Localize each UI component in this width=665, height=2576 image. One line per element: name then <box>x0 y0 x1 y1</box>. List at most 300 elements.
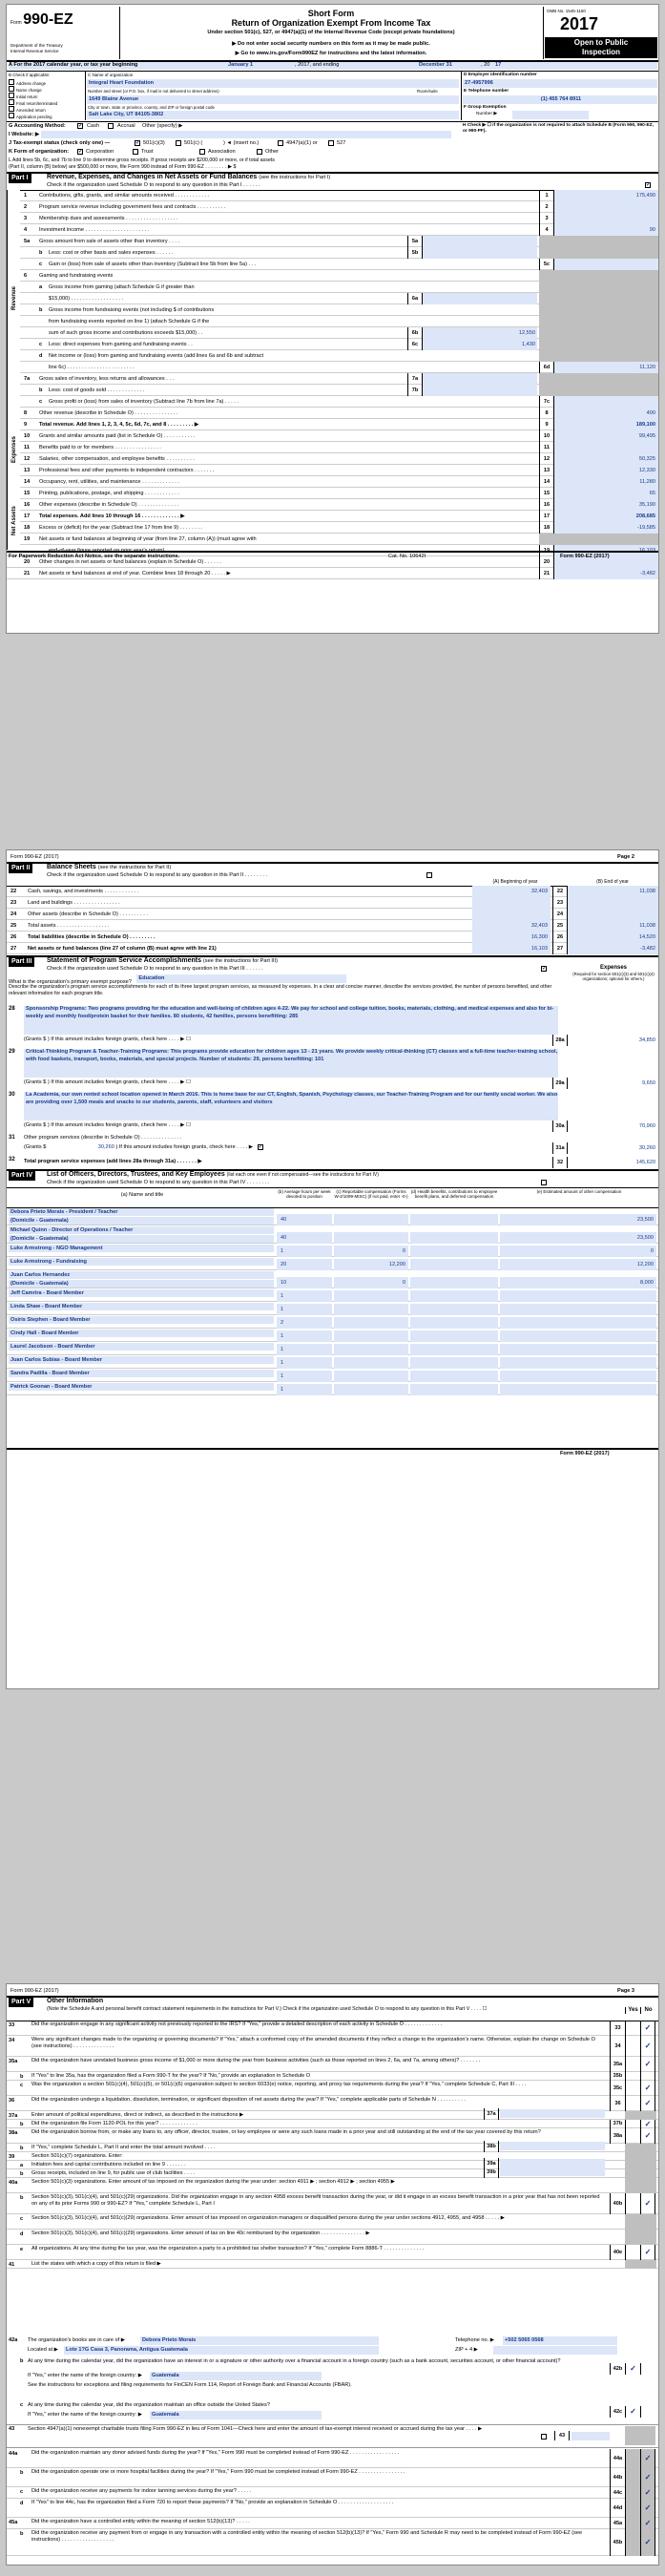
line-amount[interactable]: 11,120 <box>554 362 658 373</box>
line-number: b <box>39 250 43 256</box>
question-number: c <box>20 2216 24 2222</box>
officer-other-comp[interactable] <box>500 1317 656 1329</box>
officer-hours[interactable]: 1 <box>277 1371 332 1382</box>
officer-benefits[interactable] <box>410 1214 498 1225</box>
b-item[interactable]: Application pending <box>9 113 85 119</box>
question-text: All organizations. At any time during the tax year, was the organization a party to a prohibited tax shelter transaction? If "Yes," complete Form 8886-T . . . . . . . . . . . . . . <box>31 2246 425 2251</box>
officer-compensation[interactable] <box>334 1330 408 1342</box>
officer-benefits[interactable] <box>410 1357 498 1369</box>
program-28-amount[interactable]: 34,850 <box>638 1037 655 1043</box>
shaded-cell <box>625 2260 656 2269</box>
line-box: 5c <box>539 259 554 270</box>
street-address[interactable]: 1649 Blaine Avenue <box>87 95 459 104</box>
yes-answer[interactable] <box>625 2128 640 2144</box>
part5-question <box>7 2487 659 2499</box>
beginning-year-amount[interactable]: 32,403 <box>472 920 551 932</box>
no-answer[interactable]: ✓ <box>640 2193 655 2214</box>
officer-benefits[interactable] <box>410 1344 498 1355</box>
officer-other-comp[interactable] <box>500 1357 656 1369</box>
officer-row <box>7 1257 659 1270</box>
website-input[interactable] <box>41 131 451 138</box>
officer-compensation[interactable] <box>334 1357 408 1369</box>
q43-amount[interactable] <box>571 2432 610 2440</box>
no-answer[interactable]: ✓ <box>640 2081 655 2096</box>
no-answer[interactable]: ✓ <box>640 2096 655 2111</box>
line-amount[interactable]: 35,190 <box>554 499 658 511</box>
line-amount[interactable]: 12,330 <box>554 465 658 476</box>
shaded-cell <box>625 2161 656 2169</box>
officer-row <box>7 1355 659 1369</box>
no-answer[interactable]: ✓ <box>640 2036 655 2057</box>
other-org-checkbox[interactable] <box>257 149 262 155</box>
yes-answer[interactable] <box>625 2036 640 2057</box>
line-box: 21 <box>539 568 554 579</box>
inner-line-amount[interactable] <box>500 2109 605 2118</box>
question-number: a <box>20 2163 24 2168</box>
inner-line-amount[interactable] <box>423 373 537 385</box>
officer-other-comp[interactable] <box>500 1330 656 1342</box>
beginning-year-amount[interactable] <box>472 897 551 909</box>
program-29-desc[interactable]: Critical-Thinking Program & Teacher-Training Programs: This programs provide education for children ages 13 - 21 years. We provide weekly critical-thinking (CT) classes and a full-time teacher-training school, with food baskets, transport, books, materials, and special projects. Number of students: 29, persons benefitting: 101 <box>24 1049 558 1078</box>
inner-line-amount[interactable] <box>423 247 537 259</box>
officer-benefits[interactable] <box>410 1371 498 1382</box>
527-checkbox[interactable] <box>328 140 334 146</box>
part3-schedule-o-checkbox[interactable]: ✓ <box>542 966 548 972</box>
line-amount[interactable]: 11,280 <box>554 476 658 488</box>
question-text: Section 501(c)(7) organizations. Enter: <box>31 2153 123 2159</box>
dept-label: Department of the Treasury <box>10 43 63 48</box>
officer-other-comp[interactable] <box>500 1344 656 1355</box>
inner-line-box: 39b <box>484 2167 499 2178</box>
end-year-amount[interactable]: 11,038 <box>568 920 658 932</box>
books-in-care-of[interactable]: Debora Prieto Morais <box>140 2336 379 2345</box>
line-amount[interactable]: -19,585 <box>554 522 658 534</box>
no-answer[interactable]: ✓ <box>640 2499 655 2518</box>
yes-answer[interactable] <box>625 2120 640 2128</box>
line-number: d <box>39 353 43 359</box>
part1-rows <box>7 190 659 591</box>
part5-question <box>7 2144 659 2152</box>
line-number: 9 <box>24 422 28 428</box>
revenue-side-label: Revenue <box>7 190 20 406</box>
officer-other-comp[interactable] <box>500 1304 656 1315</box>
inner-line-amount[interactable]: 12,550 <box>423 327 537 339</box>
no-answer[interactable]: ✓ <box>640 2120 655 2128</box>
officer-compensation[interactable] <box>334 1290 408 1302</box>
question-number: c <box>20 2489 24 2495</box>
officer-name[interactable]: Sandra Padilla - Board Member <box>9 1370 274 1377</box>
books-telephone[interactable]: +502 5065 0568 <box>503 2336 617 2345</box>
yes-answer[interactable] <box>625 2245 640 2260</box>
yes-answer[interactable] <box>625 2193 640 2214</box>
inner-line-amount[interactable]: 1,430 <box>423 339 537 350</box>
no-answer[interactable]: ✓ <box>640 2518 655 2529</box>
officer-name[interactable]: Juan Carlos Hernandez <box>9 1271 274 1279</box>
officer-benefits[interactable] <box>410 1330 498 1342</box>
officer-name[interactable]: Jeff Camrira - Board Member <box>9 1289 274 1297</box>
b-item[interactable]: Address change <box>9 79 85 86</box>
officer-name[interactable]: Michael Quinn - Director of Operations / Teacher <box>9 1226 274 1234</box>
line-amount[interactable]: 208,685 <box>554 511 658 522</box>
line-amount[interactable]: -3,482 <box>554 568 658 579</box>
inner-line-amount[interactable] <box>423 236 537 247</box>
officer-row <box>7 1288 659 1302</box>
question-text: Did the organization have unrelated business gross income of $1,000 or more during the year from business activities (such as those reported on lines 2, 6a, and 7a, among others)? . . . . . . . <box>31 2058 481 2063</box>
program-29: 29 Critical-Thinking Program & Teacher-Training Programs: This programs provide education for children ages 13 - 21 years. We provide weekly critical-thinking (CT) classes and a full-time teacher-training school, with food baskets, transport, books, materials, and special projects. Number of students: 29, persons benefitting: 101 (Grants $ ) If this amount includes foreign grants, check here . . . . ▶ ☐ 29a 9,650 <box>9 1049 658 1091</box>
officer-other-comp[interactable]: 0 <box>500 1246 656 1257</box>
line-number: 23 <box>10 900 17 906</box>
officer-name[interactable]: Linda Shaw - Board Member <box>9 1303 274 1310</box>
officer-compensation[interactable] <box>334 1232 408 1244</box>
line-number: 17 <box>24 513 31 519</box>
line-box: 4 <box>539 224 554 236</box>
officer-name[interactable]: Cindy Hall - Board Member <box>9 1330 274 1337</box>
q42b-yes[interactable]: ✓ <box>625 2363 640 2375</box>
tax-exempt-label: J Tax-exempt status (check only one) — <box>9 140 111 146</box>
yes-answer[interactable] <box>625 2499 640 2518</box>
org-name[interactable]: Integral Heart Foundation <box>87 79 459 88</box>
officer-hours[interactable]: 2 <box>277 1317 332 1329</box>
line-a <box>9 62 657 70</box>
officer-compensation[interactable]: 12,200 <box>334 1259 408 1270</box>
part5-question <box>7 2081 659 2096</box>
ein-value[interactable]: 27-4957996 <box>463 79 657 88</box>
line-amount[interactable]: 400 <box>554 408 658 419</box>
question-number: 34 <box>9 2038 15 2043</box>
beginning-year-amount[interactable]: 32,403 <box>472 886 551 897</box>
page-1 <box>6 4 659 634</box>
no-answer[interactable]: ✓ <box>640 2021 655 2036</box>
part1-title: Revenue, Expenses, and Changes in Net Assets or Fund Balances (see the instructions for Part I) <box>47 174 331 180</box>
no-answer[interactable]: ✓ <box>640 2449 655 2468</box>
yes-answer[interactable] <box>625 2529 640 2556</box>
end-year-amount[interactable] <box>568 909 658 920</box>
officer-hours[interactable]: 10 <box>277 1277 332 1288</box>
part5-question <box>7 2072 659 2081</box>
inner-line-box: 39a <box>484 2158 499 2169</box>
part5-question <box>7 2245 659 2260</box>
books-located-at[interactable]: Lote 1?G Casa 3, Panorama, Antigua Guatemala <box>64 2346 379 2355</box>
officer-hours[interactable]: 1 <box>277 1330 332 1342</box>
ein-label: D Employer identification number <box>464 73 537 77</box>
beginning-year-amount[interactable]: 16,103 <box>472 943 551 954</box>
line-number: 13 <box>24 468 31 473</box>
yes-answer[interactable] <box>625 2081 640 2096</box>
officer-compensation[interactable] <box>334 1344 408 1355</box>
program-29-amount[interactable]: 9,650 <box>642 1080 655 1086</box>
b-item[interactable]: Name change <box>9 86 85 93</box>
line-description: sum of such gross income and contributions exceeds $15,000) . . <box>49 330 203 336</box>
officer-name[interactable]: Luke Armstrong - NGO Management <box>9 1245 274 1252</box>
part3-label: Part III <box>9 957 34 967</box>
officer-benefits[interactable] <box>410 1246 498 1257</box>
b-item[interactable]: Final return/terminated <box>9 99 85 106</box>
yes-answer[interactable] <box>625 2487 640 2499</box>
officer-domicile[interactable]: (Domicile - Guatemala) <box>9 1235 274 1243</box>
part1-line-row <box>7 522 659 534</box>
b-item[interactable]: Initial return <box>9 93 85 99</box>
yes-answer[interactable] <box>625 2021 640 2036</box>
officer-compensation[interactable] <box>334 1214 408 1225</box>
answer-line-box: 35c <box>610 2081 625 2096</box>
accrual-checkbox[interactable] <box>108 123 114 129</box>
officer-name[interactable]: Luke Armstrong - Fundraising <box>9 1258 274 1266</box>
end-year-amount[interactable]: 14,520 <box>568 932 658 943</box>
association-label: Association <box>208 149 236 155</box>
tax-year-end[interactable]: December 31 <box>419 62 452 68</box>
no-answer[interactable]: ✓ <box>640 2487 655 2499</box>
part5-question <box>7 2518 659 2529</box>
inner-line-box: 6a <box>407 293 423 304</box>
officer-benefits[interactable] <box>410 1317 498 1329</box>
yes-answer[interactable] <box>625 2072 640 2081</box>
part4-schedule-o-checkbox[interactable] <box>541 1180 547 1185</box>
part1-line-row <box>7 236 659 247</box>
officer-name[interactable]: Juan Carlos Subias - Board Member <box>9 1356 274 1364</box>
line-box: 8 <box>539 408 554 419</box>
officer-benefits[interactable] <box>410 1259 498 1270</box>
q42c-country[interactable]: Guatemala <box>150 2411 322 2419</box>
question-number: d <box>20 2231 24 2237</box>
line-amount[interactable]: 16,103 <box>554 545 658 556</box>
association-checkbox[interactable] <box>199 149 205 155</box>
no-answer[interactable] <box>640 2072 655 2081</box>
yes-answer[interactable] <box>625 2449 640 2468</box>
inner-line-amount[interactable] <box>423 293 537 304</box>
b-checkbox-list <box>9 79 85 119</box>
officer-hours[interactable]: 1 <box>277 1304 332 1315</box>
corporation-checkbox[interactable]: ✓ <box>78 149 84 155</box>
officer-other-comp[interactable] <box>500 1384 656 1395</box>
501c-checkbox[interactable] <box>176 140 181 146</box>
shaded-cell <box>539 385 658 396</box>
line-box: 17 <box>539 511 554 522</box>
4947-checkbox[interactable] <box>278 140 283 146</box>
officer-name[interactable]: Patrick Goonan - Board Member <box>9 1383 274 1391</box>
q42b-country[interactable]: Guatemala <box>150 2372 322 2380</box>
officer-other-comp[interactable]: 12,200 <box>500 1259 656 1270</box>
line-box: 2 <box>539 201 554 213</box>
group-number-input[interactable] <box>512 111 589 119</box>
officer-benefits[interactable] <box>410 1232 498 1244</box>
officer-hours[interactable]: 40 <box>277 1232 332 1244</box>
question-number: b <box>20 2531 24 2537</box>
city-state-zip[interactable]: Salt Lake City, UT 84105-3802 <box>87 111 459 119</box>
no-answer[interactable]: ✓ <box>640 2057 655 2072</box>
officer-row <box>7 1207 659 1225</box>
part1-line-row <box>7 396 659 408</box>
cat-number: Cat. No. 10642I <box>388 554 426 559</box>
officer-benefits[interactable] <box>410 1277 498 1288</box>
col-b-header: (B) End of year <box>596 879 629 885</box>
line-description: Benefits paid to or for members . . . . . . . . . . . . . . . . <box>39 445 161 450</box>
officer-other-comp[interactable]: 23,500 <box>500 1214 656 1225</box>
program-31-foreign-checkbox[interactable]: ✓ <box>258 1144 263 1150</box>
trust-checkbox[interactable] <box>133 149 138 155</box>
program-30-amount[interactable]: 70,960 <box>638 1123 655 1129</box>
line-amount[interactable]: 65 <box>554 488 658 499</box>
no-answer[interactable]: ✓ <box>640 2529 655 2556</box>
officer-hours[interactable]: 20 <box>277 1259 332 1270</box>
shaded-cell <box>539 316 658 327</box>
line-amount[interactable]: 50,325 <box>554 453 658 465</box>
527-label: 527 <box>337 140 346 146</box>
officer-row <box>7 1329 659 1342</box>
b-item[interactable]: Amended return <box>9 106 85 113</box>
question-text: Did the organization undergo a liquidation, dissolution, termination, or significant disposition of net assets during the year? If "Yes," complete applicable parts of Schedule N . . . . . . . . . . <box>31 2097 466 2103</box>
line-amount[interactable] <box>554 259 658 270</box>
officer-hours[interactable]: 40 <box>277 1214 332 1225</box>
line-number: b <box>39 387 43 393</box>
line-box: 15 <box>539 488 554 499</box>
no-answer[interactable]: ✓ <box>640 2128 655 2144</box>
officer-hours[interactable]: 1 <box>277 1384 332 1395</box>
line-amount[interactable]: 90 <box>554 224 658 236</box>
q43-checkbox[interactable] <box>541 2434 547 2440</box>
line-box: 6d <box>539 362 554 373</box>
program-31-grants-value[interactable]: 30,260 <box>97 1144 114 1150</box>
city-label: City or town, state or province, country, and ZIP or foreign postal code <box>88 105 215 110</box>
comma-20: , 20 <box>481 62 490 68</box>
officer-hours[interactable]: 1 <box>277 1344 332 1355</box>
q42c-yes[interactable]: ✓ <box>625 2406 640 2418</box>
end-year-amount[interactable]: -3,482 <box>568 943 658 954</box>
officer-row <box>7 1270 659 1288</box>
line-amount[interactable] <box>554 396 658 408</box>
line-amount[interactable] <box>554 201 658 213</box>
program-29-grants: (Grants $ ) If this amount includes foreign grants, check here . . . . ▶ ☐ <box>24 1079 192 1085</box>
part1-schedule-o-checkbox[interactable]: ✓ <box>646 182 652 188</box>
page-2 <box>6 849 659 1689</box>
beginning-year-amount[interactable]: 16,300 <box>472 932 551 943</box>
program-30-desc[interactable]: La Academia, our own rented school location opened in March 2016. This is home base for our CT, English, Spanish, Psychology classes, our Teacher-Training Program and for our family social worker. We also are providing over 1,500 meals and snacks to our students, parents, staff, volunteers and visitors <box>24 1092 558 1120</box>
officer-other-comp[interactable]: 8,000 <box>500 1277 656 1288</box>
line-box: 19 <box>539 545 554 556</box>
program-32-amount[interactable]: 145,620 <box>635 1160 655 1165</box>
officer-domicile[interactable]: (Domicile - Guatemala) <box>9 1280 274 1288</box>
yes-answer[interactable] <box>625 2518 640 2529</box>
officer-domicile[interactable]: (Domicile - Guatemala) <box>9 1217 274 1225</box>
officer-hours[interactable]: 1 <box>277 1290 332 1302</box>
part1-line-row <box>7 476 659 488</box>
line-description: Gross sales of inventory, less returns and allowances . . . <box>39 376 175 382</box>
cash-checkbox[interactable]: ✓ <box>78 123 84 129</box>
street-label: Number and street (or P.O. box, if mail is not delivered to street address) <box>88 89 219 94</box>
officer-compensation[interactable] <box>334 1317 408 1329</box>
shaded-cell <box>539 282 658 293</box>
part1-line-row <box>7 339 659 350</box>
inner-line-amount[interactable] <box>500 2159 605 2168</box>
answer-line-box: 36 <box>610 2096 625 2111</box>
col-health-header: (d) Health benefits, contributions to employee benefit plans, and deferred compensation <box>410 1189 498 1200</box>
part1-line-row <box>7 385 659 396</box>
yes-answer[interactable] <box>625 2468 640 2487</box>
program-31-amount[interactable]: 30,260 <box>638 1145 655 1151</box>
no-answer[interactable]: ✓ <box>640 2468 655 2487</box>
expenses-side-label: Expenses <box>7 406 20 492</box>
shaded-cell <box>539 339 658 350</box>
officer-benefits[interactable] <box>410 1384 498 1395</box>
officer-compensation[interactable]: 0 <box>334 1277 408 1288</box>
part5-question <box>7 2260 659 2269</box>
telephone-value[interactable]: (1) 455 764 8911 <box>463 95 657 104</box>
line-amount[interactable] <box>554 442 658 453</box>
shaded-cell <box>625 2152 656 2161</box>
part2-label: Part II <box>9 864 32 873</box>
officer-row <box>7 1342 659 1355</box>
officer-other-comp[interactable]: 23,500 <box>500 1232 656 1244</box>
officer-name[interactable]: Osiris Stephen - Board Member <box>9 1316 274 1324</box>
inner-line-amount[interactable] <box>500 2142 605 2150</box>
end-year-amount[interactable]: 11,038 <box>568 886 658 897</box>
program-28-desc[interactable]: Sponsorship Programs: Two programs providing for the education and well-being of children ages 4-22. We pay for school and college tuition, books, materials, clothing, and medical expenses and also for bi-weekly and monthly food/protein basket for their families. 80 students, 42 families, persons benefitting: 285 <box>24 1006 558 1035</box>
line-amount[interactable]: 175,490 <box>554 190 658 201</box>
part1-line-row <box>7 304 659 316</box>
question-text: Did the organization have a controlled entity within the meaning of section 512(b)(13)? . . . . . <box>31 2519 250 2524</box>
question-text: Initiation fees and capital contributions included on line 9 . . . . . . . <box>31 2162 186 2168</box>
officer-compensation[interactable]: 0 <box>334 1246 408 1257</box>
answer-line-box: 37b <box>610 2120 625 2128</box>
part1-line-row <box>7 247 659 259</box>
officer-compensation[interactable] <box>334 1371 408 1382</box>
tax-year-end-yy[interactable]: 17 <box>495 62 502 68</box>
tax-year-begin[interactable]: January 1 <box>228 62 254 68</box>
line-amount[interactable] <box>554 213 658 224</box>
line-amount[interactable]: 189,100 <box>554 419 658 430</box>
501c3-checkbox[interactable]: ✓ <box>135 140 141 146</box>
officer-name[interactable]: Debora Prieto Morais - President / Teacher <box>9 1208 274 1216</box>
officer-benefits[interactable] <box>410 1304 498 1315</box>
books-zip[interactable] <box>493 2346 617 2355</box>
yes-answer[interactable] <box>625 2096 640 2111</box>
line-description: Other changes in net assets or fund balances (explain in Schedule O) . . . . . . <box>39 559 221 565</box>
question-text: Did the organization operate one or more hospital facilities during the year? If "Yes," Form 990 must be completed instead of Form 990-EZ . . . . . . . . . . . . . . . . <box>31 2469 405 2475</box>
line-box: 13 <box>539 465 554 476</box>
question-text: Did the organization receive any payment from or engage in any transaction with a controlled entity within the meaning of section 512(b)(13)? If "Yes," Form 990 and Schedule R may need to be completed instead of Form 990-EZ (see instructions) . . . . . . . . . . . . . . . . . . <box>31 2530 583 2543</box>
officer-hours[interactable]: 1 <box>277 1357 332 1369</box>
officer-row <box>7 1225 659 1244</box>
officer-compensation[interactable] <box>334 1304 408 1315</box>
tax-exempt-row <box>9 140 657 148</box>
inner-line-amount[interactable] <box>423 385 537 396</box>
line-description: Gaming and fundraising events <box>39 273 114 279</box>
officer-benefits[interactable] <box>410 1290 498 1302</box>
officer-other-comp[interactable] <box>500 1371 656 1382</box>
yes-answer[interactable] <box>625 2057 640 2072</box>
officer-compensation[interactable] <box>334 1384 408 1395</box>
officer-other-comp[interactable] <box>500 1290 656 1302</box>
line-description: Salaries, other compensation, and employee benefits . . . . . . . . . . <box>39 456 195 462</box>
line-description: Professional fees and other payments to independent contractors . . . . . . . <box>39 468 215 473</box>
line-number: a <box>39 284 43 290</box>
shaded-cell <box>539 373 658 385</box>
check-if-applicable: B Check if applicable: <box>9 73 51 77</box>
inner-line-amount[interactable] <box>500 2168 605 2176</box>
line-number: 19 <box>24 536 31 542</box>
beginning-year-amount[interactable] <box>472 909 551 920</box>
line-description: end-of-year figure reported on prior year's return) . . . . . . . . . . . <box>49 548 197 554</box>
officer-row <box>7 1315 659 1329</box>
line-amount[interactable]: 99,495 <box>554 430 658 442</box>
no-answer[interactable]: ✓ <box>640 2245 655 2260</box>
balance-row <box>7 909 659 920</box>
part2-schedule-o-checkbox[interactable] <box>426 872 432 878</box>
cash-label: Cash <box>87 123 100 129</box>
officer-hours[interactable]: 1 <box>277 1246 332 1257</box>
part5-question <box>7 2529 659 2556</box>
end-year-amount[interactable] <box>568 897 658 909</box>
officer-name[interactable]: Laurel Jacobson - Board Member <box>9 1343 274 1351</box>
